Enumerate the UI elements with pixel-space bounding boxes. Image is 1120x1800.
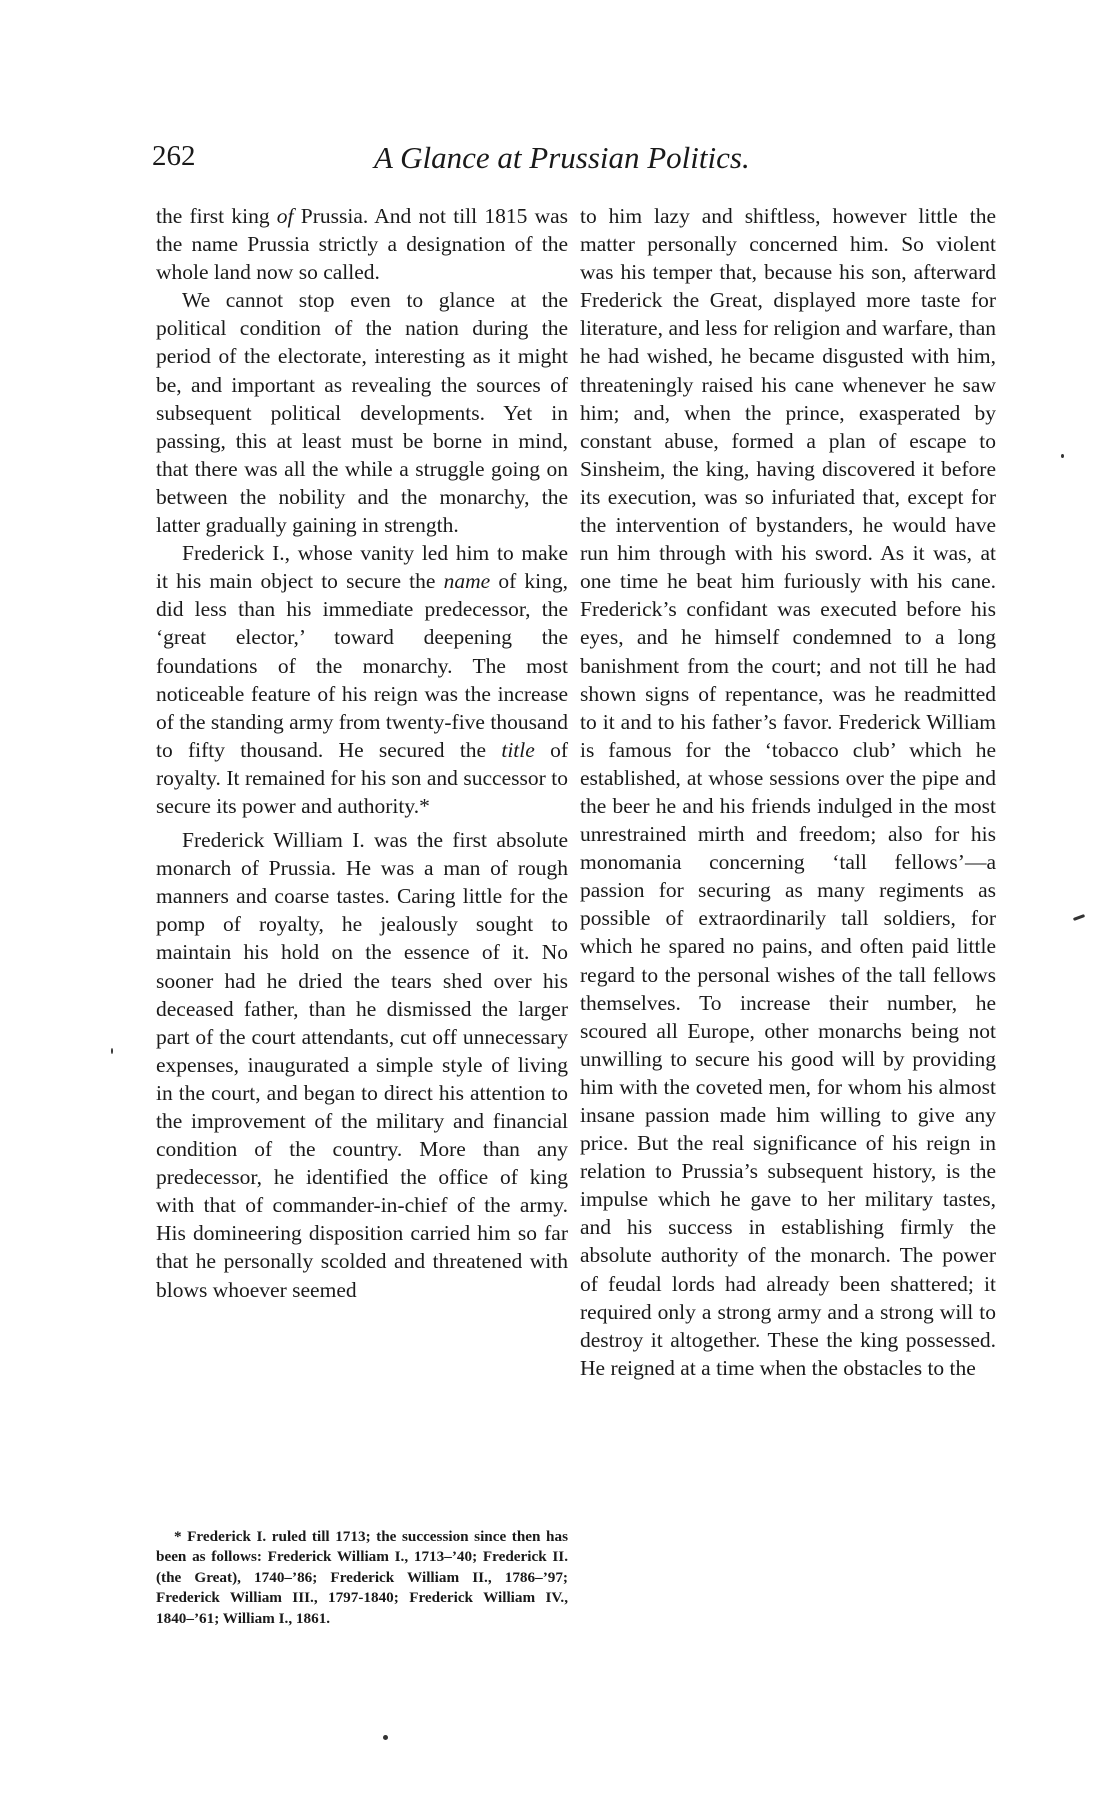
ink-speck <box>1073 914 1085 921</box>
paragraph: We cannot stop even to glance at the political condition of the nation during the period of the electorate, interesting as it might be, and important as revealing the sources of subsequent political developments. Yet in passing, this at least must be borne in mind, that there was all the while a struggle going on between the nobility and the monarchy, the latter gradually gaining in strength. <box>156 288 568 538</box>
italic-text: name <box>443 569 491 594</box>
text-run: of king, did less than his immediate predecessor, the ‘great elector,’ toward deepening the foundations of the monarchy. The most noticeable feature of his reign was the increase of the standing army from twenty-five thousand to fifty thousand. He secured the <box>156 569 569 762</box>
paragraph: to him lazy and shiftless, however little the matter personally concerned him. So violent was his temper that, because his son, afterward Frederick the Great, displayed more taste for literature, and less for religion and warfare, than he had wished, he became disgusted with him, threateningly raised his cane whenever he saw him; and, when the prince, exasperated by constant abuse, formed a plan of escape to Sinsheim, the king, having discovered it before its execution, was so infuriated that, except for the intervention of bystanders, he would have run him through with his sword. As it was, at one time he beat him furiously with his cane. Frederick’s confidant was executed before his eyes, and he himself condemned to a long banishment from the court; and not till he had shown signs of repentance, was he readmitted to it and to his father’s favor. Frederick William is famous for the ‘tobacco club’ which he established, at whose sessions over the pipe and the beer he and his friends indulged in the most unrestrained mirth and freedom; also for his monomania concerning ‘tall fellows’—a passion for securing as many regiments as possible of extraordinarily tall soldiers, for which he spared no pains, and often paid little regard to the personal wishes of the tall fellows themselves. To increase their number, he scoured all Europe, other monarchs being not unwilling to secure his good will by providing him with the coveted men, for whom his almost insane passion made him willing to give any price. But the real significance of his reign in relation to Prussia’s subsequent history, is the impulse which he gave to her military tastes, and his success in establishing firmly the absolute authority of the monarch. The power of feudal lords had already been shattered; it required only a strong army and a strong will to destroy it altogether. These the king possessed. He reigned at a time when the obstacles to the <box>580 204 996 1380</box>
left-column <box>156 202 568 1304</box>
text-run: Prussia. And not till 1815 was the name Prussia strictly a designation of the whole land now so called. <box>156 204 569 285</box>
running-title: A Glance at Prussian Politics. <box>374 140 750 175</box>
text-run: the first king <box>156 204 277 228</box>
paragraph <box>156 202 568 286</box>
italic-text: of <box>276 204 294 228</box>
text-run: of royalty. It remained for his son and successor to secure its power and authority.* <box>156 737 568 818</box>
text-run: Frederick I., whose vanity led him to make it his main object to secure the <box>156 541 568 594</box>
italic-text: title <box>501 737 535 762</box>
ink-speck <box>383 1735 388 1740</box>
page-number: 262 <box>152 140 196 172</box>
ink-speck <box>1061 454 1064 458</box>
right-column <box>580 202 996 1382</box>
ink-speck <box>111 1048 113 1054</box>
footnote: * Frederick I. ruled till 1713; the succession since then has been as follows: Frederick William I., 1713–’40; Frederick II. (the Great), 1740–’86; Frederick William II., 1786–’97; Frederick William III., 1797-1840; Frederick William IV., 1840–’61; William I., 1861. <box>156 1528 568 1627</box>
paragraph <box>156 539 568 820</box>
paragraph: Frederick William I. was the first absolute monarch of Prussia. He was a man of rough manners and coarse tastes. Caring little for the pomp of royalty, he jealously sought to maintain his hold on the essence of it. No sooner had he dried the tears shed over his deceased father, than he dismissed the larger part of the court attendants, cut off unnecessary expenses, inaugurated a simple style of living in the court, and began to direct his attention to the improvement of the military and financial condition of the country. More than any predecessor, he identified the office of king with that of commander-in-chief of the army. His domineering disposition carried him so far that he personally scolded and threatened with blows whoever seemed <box>156 828 568 1302</box>
page-header <box>152 140 992 186</box>
